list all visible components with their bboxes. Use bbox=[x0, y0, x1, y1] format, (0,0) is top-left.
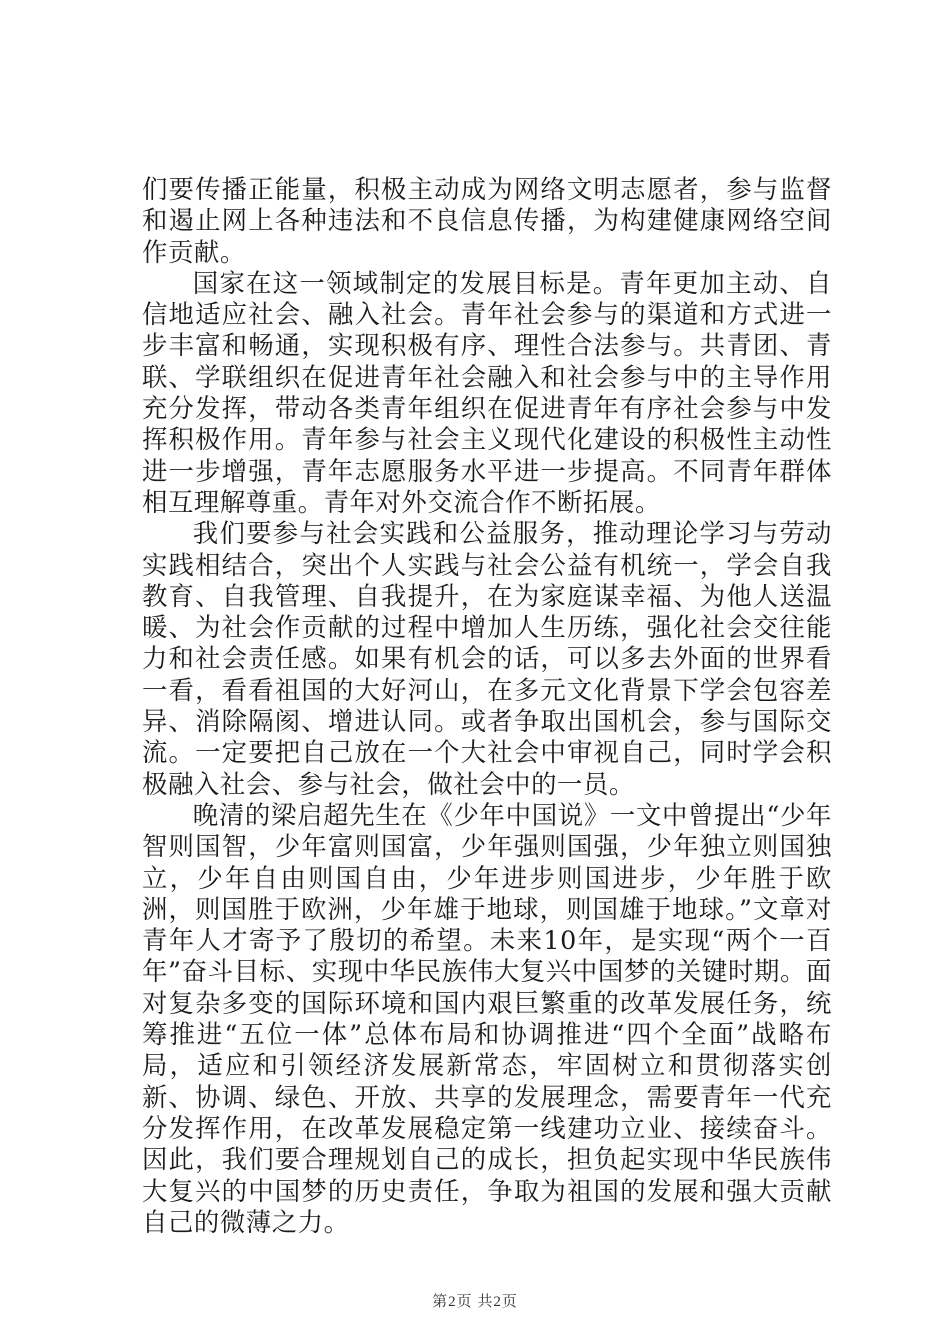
document-body bbox=[142, 174, 832, 1238]
paragraph-development-goals: 国家在这一领域制定的发展目标是。青年更加主动、自信地适应社会、融入社会。青年社会参与的渠道和方式进一步丰富和畅通，实现积极有序、理性合法参与。共青团、青联、学联组织在促进青年社会融入和社会参与中的主导作用充分发挥，带动各类青年组织在促进青年有序社会参与中发挥积极作用。青年参与社会主义现代化建设的积极性主动性进一步增强，青年志愿服务水平进一步提高。不同青年群体相互理解尊重。青年对外交流合作不断拓展。 bbox=[142, 267, 832, 517]
page-footer: 第2页 共2页 bbox=[432, 1294, 518, 1310]
paragraph-continued: 们要传播正能量，积极主动成为网络文明志愿者，参与监督和遏止网上各种违法和不良信息传播，为构建健康网络空间作贡献。 bbox=[142, 174, 832, 267]
paragraph-young-china: 晚清的梁启超先生在《少年中国说》一文中曾提出“少年智则国智，少年富则国富，少年强则国强，少年独立则国独立，少年自由则国自由，少年进步则国进步，少年胜于欧洲，则国胜于欧洲，少年雄于地球，则国雄于地球。”文章对青年人才寄予了殷切的希望。未来10年，是实现“两个一百年”奋斗目标、实现中华民族伟大复兴中国梦的关键时期。面对复杂多变的国际环境和国内艰巨繁重的改革发展任务，统筹推进“五位一体”总体布局和协调推进“四个全面”战略布局，适应和引领经济发展新常态，牢固树立和贯彻落实创新、协调、绿色、开放、共享的发展理念，需要青年一代充分发挥作用，在改革发展稳定第一线建功立业、接续奋斗。因此，我们要合理规划自己的成长，担负起实现中华民族伟大复兴的中国梦的历史责任，争取为祖国的发展和强大贡献自己的微薄之力。 bbox=[142, 799, 832, 1237]
paragraph-social-practice: 我们要参与社会实践和公益服务，推动理论学习与劳动实践相结合，突出个人实践与社会公益有机统一，学会自我教育、自我管理、自我提升，在为家庭谋幸福、为他人送温暖、为社会作贡献的过程中增加人生历练，强化社会交往能力和社会责任感。如果有机会的话，可以多去外面的世界看一看，看看祖国的大好河山，在多元文化背景下学会包容差异、消除隔阂、增进认同。或者争取出国机会，参与国际交流。一定要把自己放在一个大社会中审视自己，同时学会积极融入社会、参与社会，做社会中的一员。 bbox=[142, 518, 832, 799]
